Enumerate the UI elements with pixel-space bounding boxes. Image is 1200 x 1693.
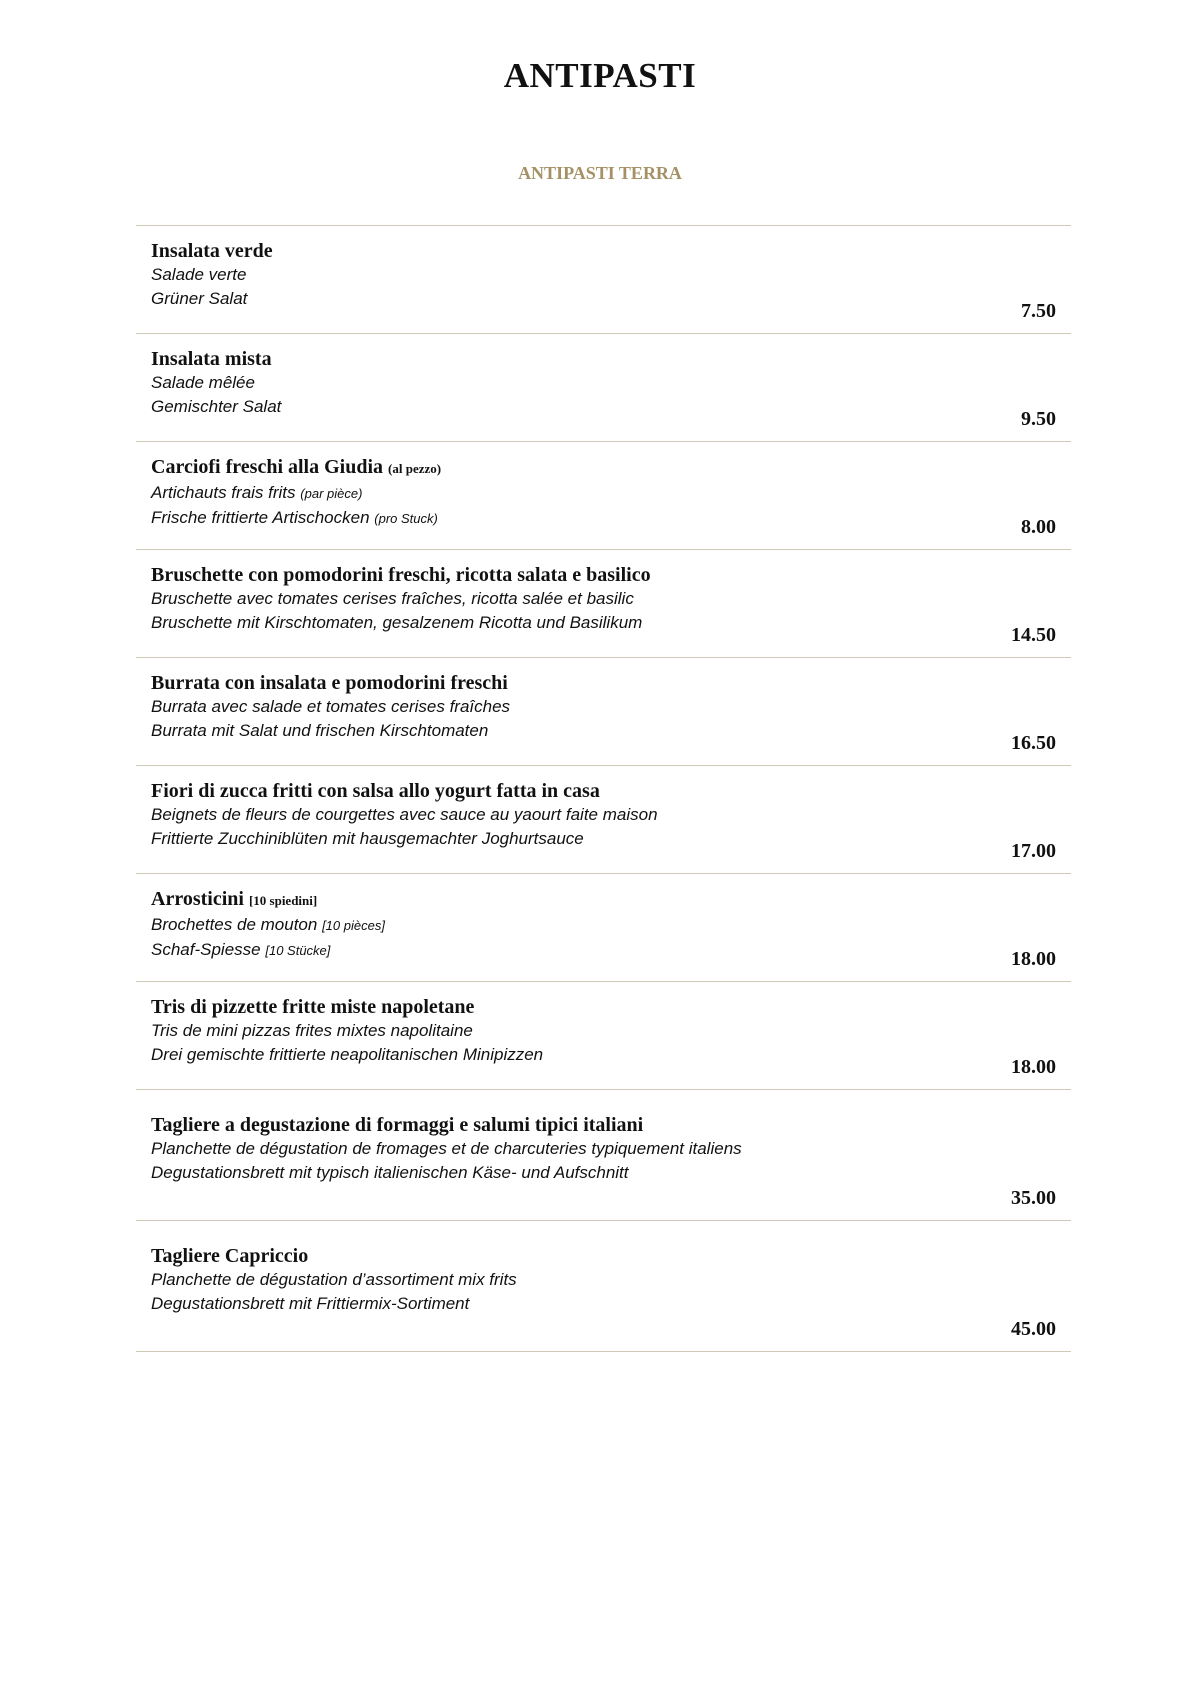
dish-name: Bruschette con pomodorini freschi, ricotta salata e basilico [151, 564, 651, 586]
dish-price: 14.50 [1011, 624, 1056, 646]
dish-description-fr [151, 263, 1056, 287]
dish-description-fr-text: Planchette de dégustation de fromages et de charcuteries typiquement italiens [151, 1139, 742, 1158]
menu-item [136, 874, 1071, 982]
dish-description-de-text: Schaf-Spiesse [151, 940, 261, 959]
dish-description-de-text: Degustationsbrett mit Frittiermix-Sortiment [151, 1294, 470, 1313]
dish-description-de [151, 1292, 1056, 1316]
section-title: ANTIPASTI TERRA [518, 163, 682, 183]
dish-name-line [151, 239, 1056, 263]
dish-description-fr [151, 913, 1056, 938]
dish-price: 18.00 [1011, 1056, 1056, 1078]
dish-name: Fiori di zucca fritti con salsa allo yogurt fatta in casa [151, 780, 600, 802]
dish-description-de [151, 611, 1056, 635]
dish-description-de [151, 938, 1056, 963]
dish-name-line [151, 455, 1056, 481]
dish-description-fr [151, 1137, 1056, 1161]
dish-price: 7.50 [1021, 300, 1056, 322]
dish-description-de-text: Gemischter Salat [151, 397, 282, 416]
dish-description-de-text: Drei gemischte frittierte neapolitanischen Minipizzen [151, 1045, 544, 1064]
dish-description-fr [151, 803, 1056, 827]
menu-item [136, 1090, 1071, 1221]
dish-name-line [151, 671, 1056, 695]
dish-description-fr [151, 695, 1056, 719]
dish-name-line [151, 347, 1056, 371]
dish-description-fr-note: [10 pièces] [322, 918, 385, 933]
page-title: ANTIPASTI [503, 56, 697, 95]
dish-description-fr-text: Beignets de fleurs de courgettes avec sauce au yaourt faite maison [151, 805, 658, 824]
dish-description-fr-text: Salade mêlée [151, 373, 255, 392]
dish-description-de-text: Burrata mit Salat und frischen Kirschtomaten [151, 721, 489, 740]
dish-description-de [151, 506, 1056, 531]
dish-price: 8.00 [1021, 516, 1056, 538]
menu-item [136, 334, 1071, 442]
dish-description-fr-text: Artichauts frais frits [151, 483, 296, 502]
dish-name-line [151, 887, 1056, 913]
dish-description-fr-text: Planchette de dégustation d’assortiment mix frits [151, 1270, 517, 1289]
menu-item [136, 442, 1071, 550]
dish-description-fr-text: Tris de mini pizzas frites mixtes napolitaine [151, 1021, 473, 1040]
dish-name: Tagliere a degustazione di formaggi e salumi tipici italiani [151, 1114, 644, 1136]
dish-price: 16.50 [1011, 732, 1056, 754]
dish-description-de [151, 719, 1056, 743]
menu-item [136, 766, 1071, 874]
dish-price: 45.00 [1011, 1318, 1056, 1340]
menu-item [136, 1221, 1071, 1352]
dish-description-de-text: Grüner Salat [151, 289, 248, 308]
dish-description-de-note: [10 Stücke] [265, 943, 331, 958]
dish-description-de [151, 395, 1056, 419]
dish-name-note: (al pezzo) [388, 461, 442, 476]
menu-list [136, 225, 1071, 1352]
dish-name-line [151, 995, 1056, 1019]
dish-description-de-note: (pro Stuck) [374, 511, 438, 526]
dish-name-line [151, 1113, 1056, 1137]
dish-description-de [151, 287, 1056, 311]
menu-item [136, 550, 1071, 658]
menu-item [136, 658, 1071, 766]
dish-description-de-text: Frische frittierte Artischocken [151, 508, 370, 527]
dish-price: 17.00 [1011, 840, 1056, 862]
dish-description-fr [151, 1268, 1056, 1292]
menu-item [136, 982, 1071, 1090]
dish-description-fr-note: (par pièce) [300, 486, 363, 501]
dish-name: Insalata mista [151, 348, 272, 370]
dish-description-fr [151, 587, 1056, 611]
dish-description-de-text: Bruschette mit Kirschtomaten, gesalzenem Ricotta und Basilikum [151, 613, 643, 632]
dish-description-fr-text: Burrata avec salade et tomates cerises fraîches [151, 697, 511, 716]
dish-description-de-text: Frittierte Zucchiniblüten mit hausgemachter Joghurtsauce [151, 829, 584, 848]
dish-name: Carciofi freschi alla Giudia [151, 456, 384, 478]
dish-description-de [151, 827, 1056, 851]
menu-item [136, 226, 1071, 334]
dish-price: 35.00 [1011, 1187, 1056, 1209]
dish-name-line [151, 779, 1056, 803]
dish-name-line [151, 1244, 1056, 1268]
dish-price: 9.50 [1021, 408, 1056, 430]
dish-name: Insalata verde [151, 240, 273, 262]
dish-name: Burrata con insalata e pomodorini freschi [151, 672, 508, 694]
dish-description-fr [151, 1019, 1056, 1043]
dish-description-de [151, 1161, 1056, 1185]
dish-name-note: [10 spiedini] [248, 893, 318, 908]
dish-name-line [151, 563, 1056, 587]
dish-description-fr-text: Bruschette avec tomates cerises fraîches, ricotta salée et basilic [151, 589, 634, 608]
dish-description-de [151, 1043, 1056, 1067]
dish-name: Arrosticini [151, 888, 244, 910]
dish-name: Tagliere Capriccio [151, 1245, 309, 1267]
dish-description-de-text: Degustationsbrett mit typisch italienischen Käse- und Aufschnitt [151, 1163, 629, 1182]
dish-description-fr [151, 481, 1056, 506]
dish-description-fr-text: Brochettes de mouton [151, 915, 318, 934]
dish-price: 18.00 [1011, 948, 1056, 970]
dish-description-fr [151, 371, 1056, 395]
dish-name: Tris di pizzette fritte miste napoletane [151, 996, 475, 1018]
dish-description-fr-text: Salade verte [151, 265, 247, 284]
